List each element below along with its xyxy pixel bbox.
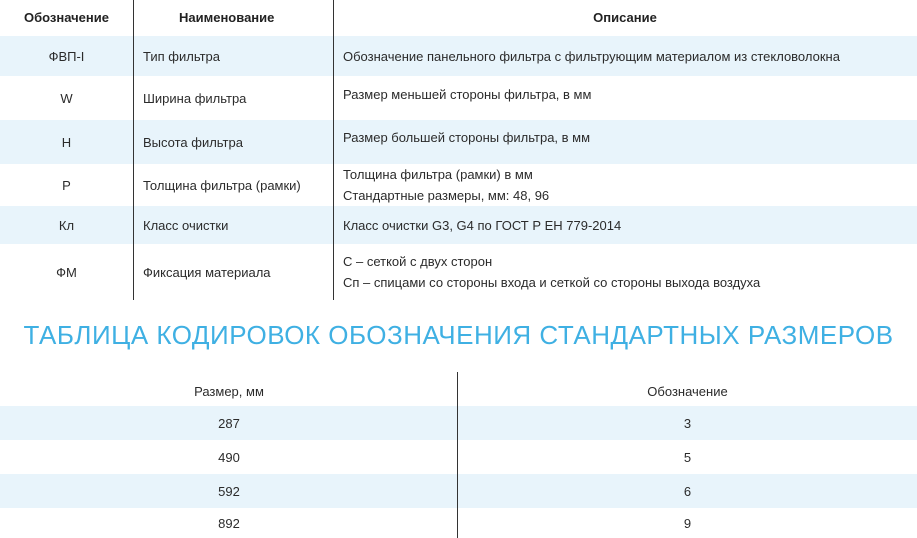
column-divider: [457, 372, 458, 538]
header-designation: Обозначение: [24, 9, 109, 25]
table-row: [0, 406, 917, 440]
row-name: Толщина фильтра (рамки): [143, 177, 301, 193]
table-header-row: [0, 0, 917, 34]
header-name: Наименование: [179, 9, 275, 25]
table-row: [0, 474, 917, 508]
row-description: С – сеткой с двух сторон Сп – спицами со стороны входа и сеткой со стороны выхода воздуха: [343, 254, 761, 290]
size-table-header-row: [0, 374, 917, 408]
size-value: 287: [218, 415, 240, 431]
row-code: H: [61, 134, 72, 150]
row-code: W: [60, 90, 73, 106]
table-row: [0, 36, 917, 76]
row-name: Ширина фильтра: [143, 90, 247, 106]
row-description: Класс очистки G3, G4 по ГОСТ Р ЕН 779-2014: [343, 217, 622, 233]
size-value: 490: [218, 449, 240, 465]
column-divider: [333, 0, 334, 300]
table-row: [0, 440, 917, 474]
row-name: Тип фильтра: [143, 48, 220, 64]
column-divider: [133, 0, 134, 300]
row-code: ФМ: [56, 264, 77, 280]
table-row: [0, 246, 917, 298]
size-code: 3: [683, 415, 692, 431]
table-row: [0, 206, 917, 244]
row-description: Размер меньшей стороны фильтра, в мм: [343, 87, 592, 102]
row-description: Размер большей стороны фильтра, в мм: [343, 130, 591, 145]
row-code: ФВП-I: [48, 48, 85, 64]
size-value: 592: [218, 483, 240, 499]
size-code: 5: [683, 449, 692, 465]
row-code: P: [62, 177, 71, 193]
row-name: Высота фильтра: [143, 134, 243, 150]
row-code: Кл: [58, 217, 75, 233]
table-row: [0, 76, 917, 120]
size-code: 6: [683, 483, 692, 499]
size-codes-title: ТАБЛИЦА КОДИРОВОК ОБОЗНАЧЕНИЯ СТАНДАРТНЫХ РАЗМЕРОВ: [23, 320, 894, 350]
table-row: [0, 508, 917, 538]
header-description: Описание: [593, 9, 657, 25]
table-row: [0, 120, 917, 164]
row-name: Фиксация материала: [143, 264, 271, 280]
row-description: Толщина фильтра (рамки) в мм Стандартные размеры, мм: 48, 96: [343, 167, 550, 203]
row-description: Обозначение панельного фильтра с фильтрующим материалом из стекловолокна: [343, 48, 840, 64]
header-code: Обозначение: [647, 383, 728, 399]
table-row: [0, 164, 917, 206]
row-name: Класс очистки: [143, 217, 229, 233]
size-value: 892: [218, 515, 240, 531]
header-size: Размер, мм: [194, 383, 264, 399]
size-code: 9: [683, 515, 692, 531]
